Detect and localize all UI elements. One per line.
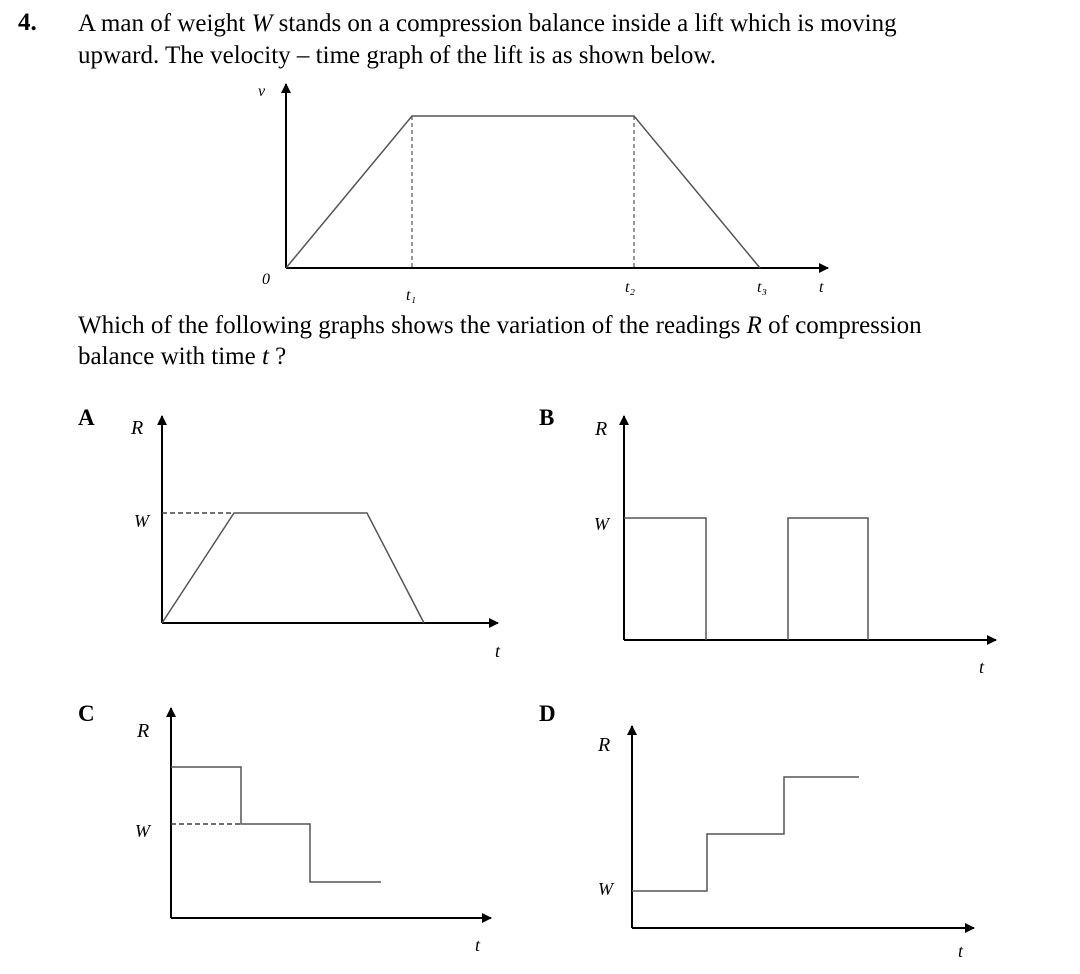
question-text: A man of weight (78, 10, 252, 37)
reading-pulse-1 (624, 518, 706, 640)
t-axis-label: t (495, 641, 501, 661)
r-axis-label: R (137, 720, 150, 742)
v-axis-label: v (258, 83, 266, 100)
w-label: W (598, 879, 613, 899)
question-text: stands on a compression balance inside a lift which is moving (272, 10, 897, 37)
reading-steps (171, 767, 381, 882)
graph-option-a (130, 416, 501, 661)
option-c-letter[interactable]: C (78, 701, 95, 726)
reading-curve (162, 513, 424, 623)
w-label: W (594, 514, 609, 534)
time-symbol: t (261, 343, 269, 370)
r-axis-label: R (131, 417, 144, 439)
origin-label: 0 (262, 271, 270, 288)
question-number: 4. (18, 9, 37, 36)
r-axis-label: R (595, 418, 608, 440)
reading-symbol: R (746, 312, 762, 339)
r-axis-label: R (598, 734, 611, 756)
prompt-text: balance with time (78, 343, 262, 370)
option-b-letter[interactable]: B (539, 405, 555, 430)
t1-label: t₁ (406, 287, 417, 304)
graph-option-b (594, 416, 996, 677)
t-axis-label: t (958, 941, 964, 961)
velocity-time-graph (258, 83, 828, 304)
question-text-line-2: upward. The velocity – time graph of the lift is as shown below. (78, 42, 717, 69)
t2-label: t₂ (625, 279, 636, 296)
velocity-curve (286, 116, 760, 268)
reading-pulse-2 (788, 518, 868, 640)
option-a-letter[interactable]: A (78, 405, 95, 430)
t3-label: t₃ (757, 279, 768, 296)
t-axis-label: t (475, 935, 481, 955)
graph-option-c (135, 708, 491, 955)
prompt-text: of compression (761, 312, 922, 339)
reading-steps (632, 777, 859, 891)
w-label: W (134, 511, 149, 531)
t-axis-label: t (819, 279, 824, 296)
option-d-letter[interactable]: D (539, 701, 556, 726)
w-label: W (135, 821, 150, 841)
prompt-text: ? (268, 343, 287, 370)
t-axis-label: t (979, 657, 985, 677)
weight-symbol: W (251, 10, 273, 37)
prompt-text: Which of the following graphs shows the variation of the readings (78, 312, 747, 339)
graph-option-d (597, 726, 974, 961)
